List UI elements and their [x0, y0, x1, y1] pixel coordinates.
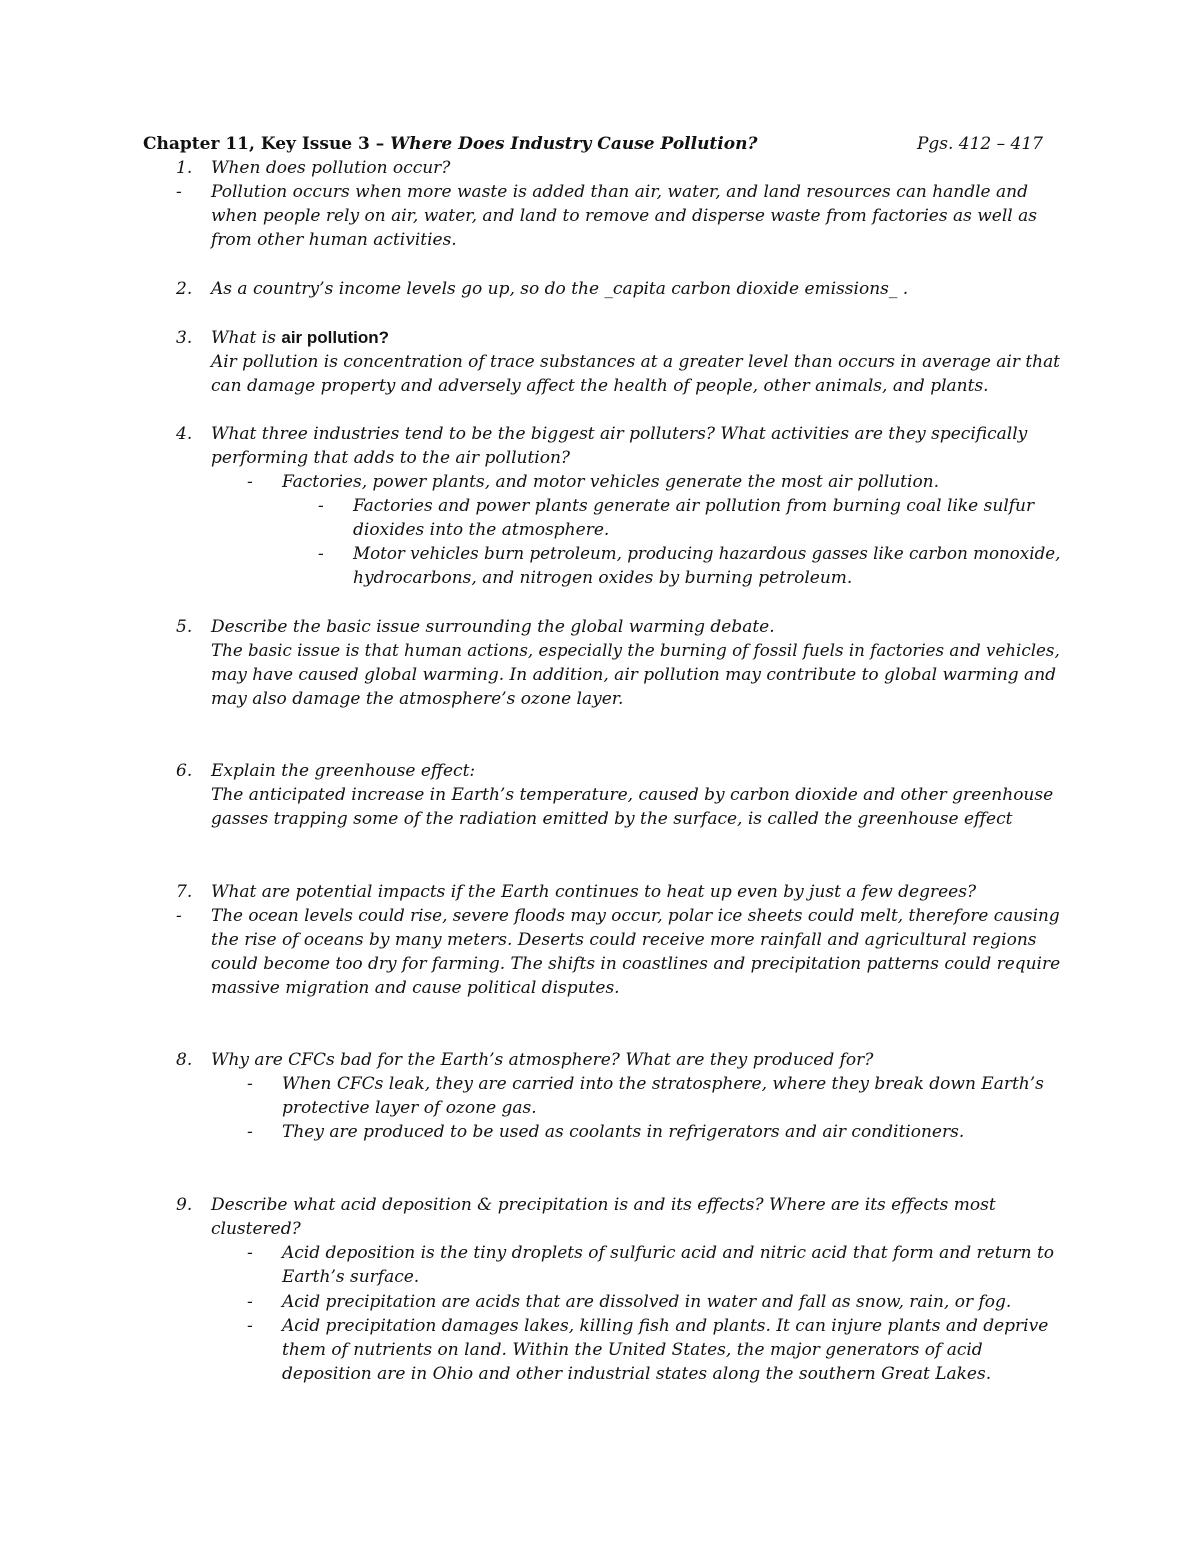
answer-9-line: Acid precipitation are acids that are dissolved in water and fall as snow, rain, or fog.: [282, 1292, 1012, 1312]
bullet-dash: -: [247, 1122, 253, 1142]
bullet-dash: -: [247, 1292, 253, 1312]
question-2: As a country’s income levels go up, so do the _capita carbon dioxide emissions_ .: [211, 279, 909, 299]
answer-7-line: massive migration and cause political disputes.: [211, 978, 620, 998]
item-number: 8.: [176, 1050, 193, 1070]
item-number: 9.: [176, 1195, 193, 1215]
answer-4-sub-line: Motor vehicles burn petroleum, producing hazardous gasses like carbon monoxide,: [353, 544, 1061, 564]
bullet-dash: -: [318, 496, 324, 516]
answer-1-line: when people rely on air, water, and land to remove and disperse waste from factories as well as: [211, 206, 1037, 226]
question-4-line: What three industries tend to be the biggest air polluters? What activities are they specifically: [211, 424, 1028, 444]
question-5: Describe the basic issue surrounding the global warming debate.: [211, 617, 775, 637]
answer-5-line: may have caused global warming. In addition, air pollution may contribute to global warming and: [211, 665, 1057, 685]
question-6: Explain the greenhouse effect:: [211, 761, 476, 781]
key-issue-title: Where Does Industry Cause Pollution?: [390, 134, 758, 154]
answer-6-line: gasses trapping some of the radiation emitted by the surface, is called the greenhouse effect: [211, 809, 1013, 829]
question-3-term: air pollution?: [281, 328, 390, 347]
bullet-dash: -: [176, 182, 182, 202]
item-number: 5.: [176, 617, 193, 637]
answer-9-line: Acid precipitation damages lakes, killing fish and plants. It can injure plants and deprive: [282, 1316, 1049, 1336]
answer-6-line: The anticipated increase in Earth’s temperature, caused by carbon dioxide and other greenhouse: [211, 785, 1054, 805]
answer-9-line: deposition are in Ohio and other industrial states along the southern Great Lakes.: [282, 1364, 992, 1384]
item-number: 7.: [176, 882, 193, 902]
question-7: What are potential impacts if the Earth continues to heat up even by just a few degrees?: [211, 882, 977, 902]
question-3-prefix: What is: [211, 328, 282, 348]
answer-8-line: They are produced to be used as coolants in refrigerators and air conditioners.: [282, 1122, 965, 1142]
answer-4-sub-line: Factories and power plants generate air pollution from burning coal like sulfur: [353, 496, 1035, 516]
question-4-line: performing that adds to the air pollution?: [211, 448, 571, 468]
bullet-dash: -: [247, 1074, 253, 1094]
bullet-dash: -: [176, 906, 182, 926]
item-number: 3.: [176, 328, 193, 348]
question-3: [211, 326, 389, 350]
answer-5-line: may also damage the atmosphere’s ozone layer.: [211, 689, 624, 709]
answer-3-line: Air pollution is concentration of trace substances at a greater level than occurs in average air that: [211, 352, 1061, 372]
item-number: 4.: [176, 424, 193, 444]
bullet-dash: -: [247, 1316, 253, 1336]
answer-9-line: Acid deposition is the tiny droplets of sulfuric acid and nitric acid that form and return to: [282, 1243, 1055, 1263]
chapter-title: Chapter 11, Key Issue 3 –: [143, 134, 391, 154]
answer-7-line: the rise of oceans by many meters. Deserts could receive more rainfall and agricultural regions: [211, 930, 1037, 950]
answer-3-line: can damage property and adversely affect the health of people, other animals, and plants.: [211, 376, 989, 396]
answer-5-line: The basic issue is that human actions, especially the burning of fossil fuels in factories and vehicles,: [211, 641, 1060, 661]
answer-1-line: Pollution occurs when more waste is added than air, water, and land resources can handle and: [211, 182, 1028, 202]
question-9-line: clustered?: [211, 1219, 301, 1239]
item-number: 6.: [176, 761, 193, 781]
item-number: 1.: [176, 158, 193, 178]
answer-7-line: The ocean levels could rise, severe floods may occur, polar ice sheets could melt, therefore causing: [211, 906, 1060, 926]
answer-4-sub-line: hydrocarbons, and nitrogen oxides by burning petroleum.: [353, 568, 853, 588]
answer-8-line: protective layer of ozone gas.: [282, 1098, 537, 1118]
page-range: Pgs. 412 – 417: [916, 134, 1043, 154]
bullet-dash: -: [247, 1243, 253, 1263]
answer-7-line: could become too dry for farming. The shifts in coastlines and precipitation patterns could require: [211, 954, 1061, 974]
question-1: When does pollution occur?: [211, 158, 451, 178]
question-8: Why are CFCs bad for the Earth’s atmosphere? What are they produced for?: [211, 1050, 874, 1070]
item-number: 2.: [176, 279, 193, 299]
answer-4-main: Factories, power plants, and motor vehicles generate the most air pollution.: [282, 472, 940, 492]
answer-8-line: When CFCs leak, they are carried into the stratosphere, where they break down Earth’s: [282, 1074, 1044, 1094]
document-header: [143, 132, 1043, 158]
bullet-dash: -: [318, 544, 324, 564]
bullet-dash: -: [247, 472, 253, 492]
answer-9-line: Earth’s surface.: [282, 1267, 420, 1287]
answer-4-sub-line: dioxides into the atmosphere.: [353, 520, 610, 540]
answer-1-line: from other human activities.: [211, 230, 457, 250]
answer-9-line: them of nutrients on land. Within the United States, the major generators of acid: [282, 1340, 983, 1360]
question-9-line: Describe what acid deposition & precipitation is and its effects? Where are its effects most: [211, 1195, 996, 1215]
